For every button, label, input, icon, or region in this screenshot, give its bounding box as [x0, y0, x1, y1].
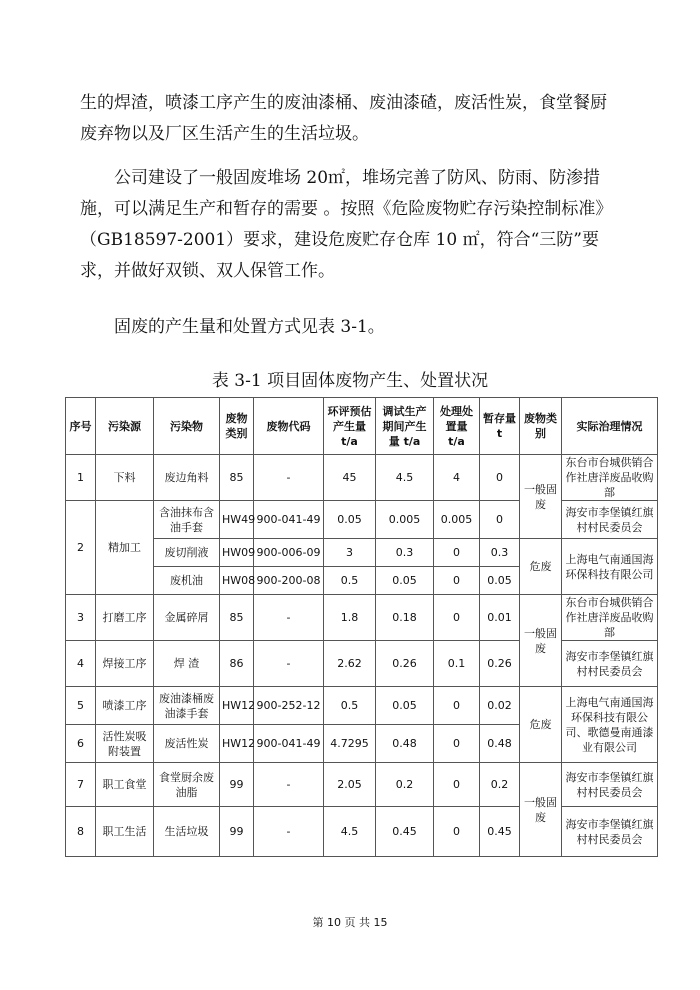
cell-treatment: 海安市李堡镇红旗村村民委员会	[562, 501, 658, 539]
cell-stored: 0.3	[480, 539, 520, 567]
header-cell: 实际治理情况	[562, 398, 658, 455]
cell-source: 下料	[96, 455, 154, 501]
header-cell: 处理处置量 t/a	[434, 398, 480, 455]
cell-category: 86	[220, 641, 254, 687]
cell-category: 85	[220, 595, 254, 641]
cell-code: -	[254, 455, 324, 501]
cell-pollutant: 生活垃圾	[154, 807, 220, 857]
cell-stored: 0.01	[480, 595, 520, 641]
cell-pollutant: 废边角料	[154, 455, 220, 501]
cell-source: 职工食堂	[96, 763, 154, 807]
cell-disposed: 0.005	[434, 501, 480, 539]
cell-category: 99	[220, 763, 254, 807]
cell-waste-type: 危废	[520, 539, 562, 595]
cell-category: HW49	[220, 501, 254, 539]
cell-category: 85	[220, 455, 254, 501]
cell-pollutant: 金属碎屑	[154, 595, 220, 641]
cell-treatment: 上海电气南通国海环保科技有限公司、歌德曼南通漆业有限公司	[562, 687, 658, 763]
cell-code: 900-041-49	[254, 725, 324, 763]
cell-stored: 0.26	[480, 641, 520, 687]
cell-category: HW12	[220, 725, 254, 763]
paragraph-1: 生的焊渣，喷漆工序产生的废油漆桶、废油漆碴，废活性炭，食堂餐厨废弃物以及厂区生活产生的生活垃圾。	[80, 93, 607, 144]
cell-source: 打磨工序	[96, 595, 154, 641]
cell-estimate: 4.5	[324, 807, 376, 857]
cell-trial: 0.26	[376, 641, 434, 687]
cell-stored: 0.02	[480, 687, 520, 725]
cell-no: 2	[66, 501, 96, 595]
cell-estimate: 1.8	[324, 595, 376, 641]
paragraph-2: 公司建设了一般固废堆场 20㎡，堆场完善了防风、防雨、防渗措施，可以满足生产和暂存的需要 。按照《危险废物贮存污染控制标准》（GB18597-2001）要求，建设危废贮存仓库 10 ㎡，符合“三防”要求，并做好双锁、双人保管工作。	[80, 168, 613, 281]
cell-no: 5	[66, 687, 96, 725]
header-cell: 序号	[66, 398, 96, 455]
cell-disposed: 0	[434, 725, 480, 763]
cell-stored: 0.05	[480, 567, 520, 595]
cell-category: HW08	[220, 567, 254, 595]
cell-disposed: 4	[434, 455, 480, 501]
cell-estimate: 0.5	[324, 567, 376, 595]
cell-no: 7	[66, 763, 96, 807]
cell-category: HW12	[220, 687, 254, 725]
cell-code: 900-252-12	[254, 687, 324, 725]
cell-waste-type: 危废	[520, 687, 562, 763]
table-header-row	[66, 398, 658, 455]
cell-no: 1	[66, 455, 96, 501]
header-cell: 环评预估产生量 t/a	[324, 398, 376, 455]
cell-pollutant: 废活性炭	[154, 725, 220, 763]
cell-treatment: 海安市李堡镇红旗村村民委员会	[562, 641, 658, 687]
cell-pollutant: 废切削液	[154, 539, 220, 567]
cell-no: 6	[66, 725, 96, 763]
cell-source: 职工生活	[96, 807, 154, 857]
cell-code: -	[254, 763, 324, 807]
table-caption: 表 3-1 项目固体废物产生、处置状况	[211, 371, 489, 391]
header-cell: 调试生产期间产生量 t/a	[376, 398, 434, 455]
cell-source: 焊接工序	[96, 641, 154, 687]
cell-pollutant: 废机油	[154, 567, 220, 595]
cell-trial: 0.45	[376, 807, 434, 857]
cell-treatment: 海安市李堡镇红旗村村民委员会	[562, 807, 658, 857]
cell-stored: 0.48	[480, 725, 520, 763]
cell-waste-type: 一般固废	[520, 763, 562, 857]
cell-waste-type: 一般固废	[520, 595, 562, 687]
header-cell: 废物类别	[220, 398, 254, 455]
cell-trial: 4.5	[376, 455, 434, 501]
cell-disposed: 0	[434, 687, 480, 725]
header-cell: 污染物	[154, 398, 220, 455]
cell-category: 99	[220, 807, 254, 857]
paragraph-3: 固废的产生量和处置方式见表 3-1。	[114, 317, 385, 337]
cell-pollutant: 废油漆桶废油漆手套	[154, 687, 220, 725]
cell-trial: 0.005	[376, 501, 434, 539]
cell-trial: 0.48	[376, 725, 434, 763]
cell-no: 3	[66, 595, 96, 641]
cell-code: -	[254, 595, 324, 641]
table-row	[66, 595, 658, 641]
table-row	[66, 501, 658, 539]
cell-trial: 0.05	[376, 687, 434, 725]
cell-stored: 0	[480, 455, 520, 501]
cell-code: -	[254, 807, 324, 857]
cell-disposed: 0	[434, 595, 480, 641]
cell-pollutant: 焊 渣	[154, 641, 220, 687]
cell-code: -	[254, 641, 324, 687]
cell-disposed: 0	[434, 567, 480, 595]
cell-no: 4	[66, 641, 96, 687]
cell-estimate: 4.7295	[324, 725, 376, 763]
cell-estimate: 2.05	[324, 763, 376, 807]
cell-pollutant: 含油抹布含油手套	[154, 501, 220, 539]
table-row	[66, 539, 658, 567]
cell-trial: 0.3	[376, 539, 434, 567]
table-row	[66, 807, 658, 857]
cell-trial: 0.2	[376, 763, 434, 807]
cell-disposed: 0	[434, 763, 480, 807]
header-cell: 污染源	[96, 398, 154, 455]
cell-treatment: 海安市李堡镇红旗村村民委员会	[562, 763, 658, 807]
cell-stored: 0.45	[480, 807, 520, 857]
cell-disposed: 0	[434, 807, 480, 857]
header-cell: 废物类别	[520, 398, 562, 455]
cell-disposed: 0	[434, 539, 480, 567]
cell-estimate: 0.05	[324, 501, 376, 539]
cell-code: 900-006-09	[254, 539, 324, 567]
cell-source: 喷漆工序	[96, 687, 154, 725]
page-footer: 第 10 页 共 15	[312, 916, 388, 929]
cell-source: 活性炭吸附装置	[96, 725, 154, 763]
cell-treatment: 东台市台城供销合作社唐洋废品收购部	[562, 595, 658, 641]
header-cell: 暂存量 t	[480, 398, 520, 455]
cell-code: 900-200-08	[254, 567, 324, 595]
cell-stored: 0.2	[480, 763, 520, 807]
cell-pollutant: 食堂厨余废油脂	[154, 763, 220, 807]
table-row	[66, 641, 658, 687]
cell-treatment: 东台市台城供销合作社唐洋废品收购部	[562, 455, 658, 501]
cell-code: 900-041-49	[254, 501, 324, 539]
cell-trial: 0.05	[376, 567, 434, 595]
cell-estimate: 3	[324, 539, 376, 567]
cell-stored: 0	[480, 501, 520, 539]
cell-estimate: 2.62	[324, 641, 376, 687]
table-row	[66, 763, 658, 807]
cell-estimate: 0.5	[324, 687, 376, 725]
cell-estimate: 45	[324, 455, 376, 501]
cell-disposed: 0.1	[434, 641, 480, 687]
cell-category: HW09	[220, 539, 254, 567]
table-row	[66, 687, 658, 725]
cell-no: 8	[66, 807, 96, 857]
cell-waste-type: 一般固废	[520, 455, 562, 539]
cell-source: 精加工	[96, 501, 154, 595]
header-cell: 废物代码	[254, 398, 324, 455]
waste-table	[65, 397, 658, 857]
table-row	[66, 455, 658, 501]
cell-trial: 0.18	[376, 595, 434, 641]
cell-treatment: 上海电气南通国海环保科技有限公司	[562, 539, 658, 595]
